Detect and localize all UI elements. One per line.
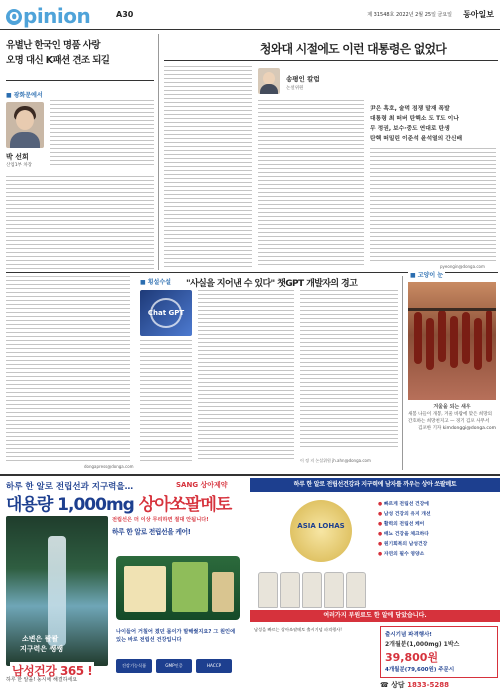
column-divider	[402, 276, 403, 470]
chatgpt-image: Chat GPT	[140, 290, 192, 336]
article-text	[6, 276, 130, 464]
list-item: ● 빠르게 전립선 건강에	[378, 500, 498, 510]
article-text	[300, 290, 398, 450]
page-number: A30	[116, 10, 134, 19]
list-item: ● 남성 건강의 유지 개선	[378, 510, 498, 520]
article-text	[198, 290, 294, 464]
page-header	[0, 0, 500, 30]
ad-banner: 하루 한 알로 전립선건강과 지구력에 남자를 까우는 상아 쏘팔메토	[250, 478, 500, 492]
ad-question: 나이들어 거칠어 졌던 몸이가 말해줬지요? 그 원인에 있는 바로 전립선 건강입니다	[116, 629, 236, 643]
product-image	[116, 556, 240, 620]
ad-event-banner: 여러가지 부원료도 한 알에 담았습니다.	[250, 610, 500, 622]
section-label: ■ 횡설수설	[140, 277, 171, 286]
columnist-role: 논설위원	[286, 86, 304, 91]
newspaper-name: 동아일보	[463, 9, 494, 19]
main-headline: 청와대 시절에도 이런 대통령은 없었다	[259, 42, 447, 56]
columnist-photo	[258, 68, 280, 94]
section-logo: O pinion	[6, 4, 90, 28]
middle-headline: "사실을 지어낸 수 있다" 챗GPT 개발자의 경고	[186, 279, 358, 289]
list-item: ● 자연의 필수 영양소	[378, 550, 498, 560]
news-photo	[408, 282, 496, 400]
ad-note: 남성을 빠르는 상아쏘팔메토 출시기념 파격행사!	[254, 627, 342, 632]
column-divider	[158, 34, 159, 270]
article-text	[140, 340, 192, 464]
divider	[6, 80, 154, 81]
ad-slogan: 남성건강 365 !	[12, 664, 93, 678]
photo-caption: 겨울을 되는 새우 새봄 나들이 개봉, 겨울 바람에 맞은 희망의 간호하는 희망천지고 — 경기 김포 사무서 김포한 기자 kimdonggi@donga.com	[408, 404, 496, 431]
divider	[164, 60, 498, 61]
list-item: ● 배뇨 건강을 체크하다	[378, 530, 498, 540]
ad-right-panel	[250, 476, 500, 691]
opinion-logo-icon: O	[6, 9, 22, 25]
cert-badge: HACCP	[196, 659, 232, 673]
ad-subtitle: 하루 한 알로 전립선을 케어!	[112, 528, 191, 536]
seal-badge: ASIA LOHAS	[290, 500, 352, 562]
pullquote-verse: 尹은 흑호, 술먹 점쟁 말재 폭발 대통령 최 떠버 탄핵소 도 T도 이나 무 정권, 보수·중도 연대로 탄생 탄핵 떠밀린 이준석 윤석열의 간신배	[370, 106, 463, 142]
column-label: ■ 광화문에서	[6, 90, 43, 99]
ad-subtext: 전립선은 더 이상 무리하면 절대 안됩니다!	[112, 517, 209, 523]
ad-footer-line: 하루 한 알을! 동시에 해결하세요	[6, 677, 78, 683]
ad-phone: ☎ 상담 1833-5288	[380, 681, 449, 689]
cert-badge: 건강기능식품	[116, 659, 152, 673]
waterfall-image: 소변은 콸콸 지구력은 쌩쌩	[6, 516, 108, 666]
cert-badge: GMP인증	[156, 659, 192, 673]
middle-author: 이 정 지 논설위원 jh.ahn@donga.com	[300, 458, 371, 463]
left-headline: 유별난 한국인 명품 사랑 오명 대신 K패션 견조 되길	[6, 40, 110, 66]
offer-box: 출시기념 파격행사! 2개월분(1,000mg) 1박스 39,800원 4개월분(79,600원) 주문시	[380, 626, 498, 678]
author-name: 박 선희	[6, 153, 29, 161]
offer-price: 39,800원	[385, 651, 439, 664]
certification-badges	[116, 652, 240, 668]
ad-left-panel	[0, 476, 246, 691]
author-role: 산업1부 차장	[6, 163, 33, 168]
columnist-name: 송평인 칼럼	[286, 75, 320, 83]
author-email: pyeongin@donga.com	[440, 264, 485, 269]
article-text	[50, 100, 154, 170]
phone-icon: ☎	[380, 681, 392, 689]
left-email: dongapress@donga.com	[84, 464, 134, 469]
article-text	[258, 100, 364, 270]
advertisement	[0, 474, 500, 691]
article-text	[370, 148, 496, 264]
product-bottles	[258, 568, 370, 608]
list-item: ● 원기회복의 남성건강	[378, 540, 498, 550]
article-text	[164, 66, 252, 270]
ad-title: 대용량 1,000mg 상아쏘팔메토	[6, 495, 232, 515]
issue-info: 제 31548호 2022년 2월 25일 금요일	[367, 12, 452, 18]
ad-brand: SANG 상아제약	[176, 481, 228, 489]
benefit-list	[378, 500, 498, 560]
article-text	[6, 176, 154, 276]
list-item: ● 활력의 전립선 케어	[378, 520, 498, 530]
photo-section-label: ■ 고양이 눈	[408, 270, 445, 279]
author-portrait	[6, 102, 44, 148]
ad-headline: 하루 한 알로 전립선과 지구력을…	[6, 482, 134, 492]
